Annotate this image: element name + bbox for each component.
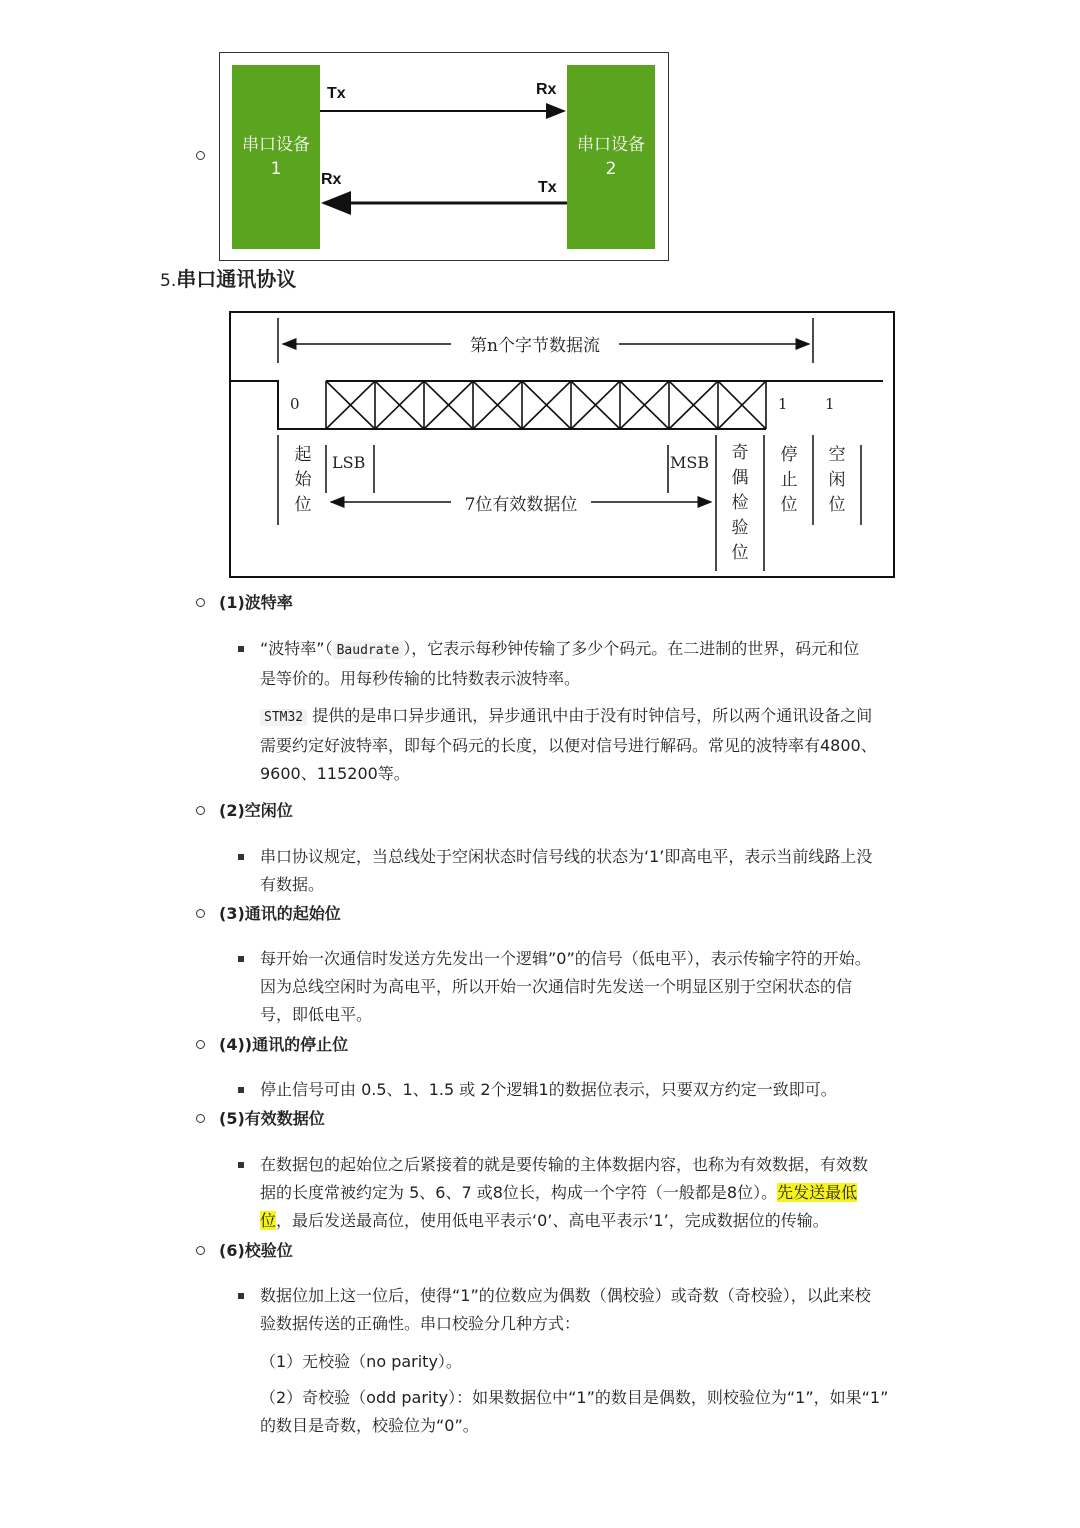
- uart-frame-diagram: [229, 311, 895, 578]
- list-bullet: [196, 1040, 205, 1049]
- start-label-char: 起: [294, 445, 312, 465]
- frame-label: 第n个字节数据流: [451, 331, 619, 356]
- highlighted-text: 位: [260, 1211, 277, 1230]
- tx-bottom-label: Tx: [538, 179, 557, 196]
- idle-label-char: 空: [828, 445, 846, 465]
- parity-bit-label: [728, 441, 752, 566]
- section-number: 5.: [160, 271, 177, 291]
- serial-connection-diagram: [219, 52, 669, 261]
- parity-label-char: 检: [731, 493, 749, 513]
- section-heading: [160, 265, 296, 295]
- list-bullet: [196, 1114, 205, 1123]
- lsb-label: LSB: [332, 453, 366, 472]
- highlighted-text: 先发送最低: [777, 1183, 858, 1202]
- text: 串口协议规定，当总线处于空闲状态时信号线的状态为‘1’即高电平，表示当前线路上没: [260, 847, 873, 866]
- stop-bit-label: [777, 443, 801, 518]
- text: 提供的是串口异步通讯，异步通讯中由于没有时钟信号，所以两个通讯设备之间: [312, 706, 873, 725]
- text: 需要约定好波特率，即每个码元的长度，以便对信号进行解码。常见的波特率有4800、: [260, 736, 877, 755]
- stop-label-char: 止: [780, 470, 798, 490]
- parity-label-char: 奇: [731, 443, 749, 463]
- device-2-name: 串口设备: [577, 135, 645, 155]
- msb-label: MSB: [670, 453, 710, 472]
- text: 因为总线空闲时为高电平，所以开始一次通信时先发送一个明显区别于空闲状态的信: [260, 977, 853, 996]
- start-bit-label: [292, 443, 314, 518]
- start-bit-value: 0: [290, 395, 300, 413]
- stop-label-char: 停: [780, 445, 798, 465]
- list-bullet: [238, 1162, 244, 1168]
- list-bullet: [238, 646, 244, 652]
- paragraph: [260, 945, 950, 1029]
- paragraph: [260, 1151, 950, 1235]
- list-bullet: [238, 1087, 244, 1093]
- text: 验数据传送的正确性。串口校验分几种方式：: [260, 1314, 581, 1333]
- paragraph: [260, 1282, 950, 1338]
- parity-label-char: 偶: [731, 468, 749, 488]
- text: ，最后发送最高位，使用低电平表示‘0’、高电平表示‘1’，完成数据位的传输。: [276, 1211, 829, 1230]
- list-bullet: [238, 854, 244, 860]
- text: 在数据包的起始位之后紧接着的就是要传输的主体数据内容，也称为有效数据，有效数: [260, 1155, 869, 1174]
- list-bullet: [196, 909, 205, 918]
- section-title: 串口通讯协议: [176, 267, 297, 291]
- text: 有数据。: [260, 875, 325, 894]
- paragraph: [260, 702, 950, 788]
- idle-bit-label: [825, 443, 849, 518]
- connection-lines: [220, 53, 670, 262]
- text: 号，即低电平。: [260, 1005, 373, 1024]
- text: （2）奇校验（odd parity）：如果数据位中“1”的数目是偶数，则校验位为“1”，如果“1”: [260, 1388, 889, 1407]
- tx-top-label: Tx: [327, 85, 346, 102]
- text: 停止信号可由 0.5、1、1.5 或 2个逻辑1的数据位表示，只要双方约定一致即可。: [260, 1080, 837, 1099]
- parity-label-char: 验: [731, 518, 749, 538]
- list-bullet: [196, 151, 205, 160]
- idle-label-char: 位: [828, 495, 846, 515]
- paragraph: [260, 843, 950, 899]
- list-bullet: [196, 598, 205, 607]
- list-bullet: [238, 1293, 244, 1299]
- text: “波特率”（: [260, 639, 333, 658]
- stop-label-char: 位: [780, 495, 798, 515]
- device-1-number: 1: [270, 159, 282, 179]
- rx-bottom-label: Rx: [321, 171, 342, 188]
- data-bits-label: 7位有效数据位: [451, 490, 591, 515]
- text: （1）无校验（no parity）。: [260, 1352, 462, 1371]
- text: 9600、115200等。: [260, 764, 410, 783]
- subsection-heading: (5)有效数据位: [219, 1109, 325, 1128]
- idle-bit-value: 1: [825, 395, 835, 413]
- paragraph: [260, 1348, 950, 1376]
- paragraph: [260, 1384, 950, 1440]
- device-2-number: 2: [605, 159, 617, 179]
- text: 是等价的。用每秒传输的比特数表示波特率。: [260, 669, 581, 688]
- subsection-heading: (1)波特率: [219, 593, 293, 612]
- text: 数据位加上这一位后，使得“1”的位数应为偶数（偶校验）或奇数（奇校验），以此来校: [260, 1286, 871, 1305]
- subsection-heading: (6)校验位: [219, 1241, 293, 1260]
- list-bullet: [238, 956, 244, 962]
- paragraph: [260, 1076, 950, 1104]
- device-1-name: 串口设备: [242, 135, 310, 155]
- text: ），它表示每秒钟传输了多少个码元。在二进制的世界，码元和位: [403, 639, 860, 658]
- text: 据的长度常被约定为 5、6、7 或8位长，构成一个字符（一般都是8位）。: [260, 1183, 778, 1202]
- idle-label-char: 闲: [828, 470, 846, 490]
- subsection-heading: (4))通讯的停止位: [219, 1035, 349, 1054]
- parity-label-char: 位: [731, 543, 749, 563]
- subsection-heading: (2)空闲位: [219, 801, 293, 820]
- rx-top-label: Rx: [536, 81, 557, 98]
- list-bullet: [196, 1246, 205, 1255]
- list-bullet: [196, 806, 205, 815]
- start-label-char: 始: [294, 470, 312, 490]
- text: 的数目是奇数，校验位为“0”。: [260, 1416, 479, 1435]
- paragraph: [260, 635, 950, 693]
- text: 每开始一次通信时发送方先发出一个逻辑”0”的信号（低电平），表示传输字符的开始。: [260, 949, 871, 968]
- subsection-heading: (3)通讯的起始位: [219, 904, 341, 923]
- stop-bit-value: 1: [778, 395, 788, 413]
- inline-code: Baudrate: [333, 642, 404, 659]
- inline-code: STM32: [260, 709, 307, 726]
- start-label-char: 位: [294, 495, 312, 515]
